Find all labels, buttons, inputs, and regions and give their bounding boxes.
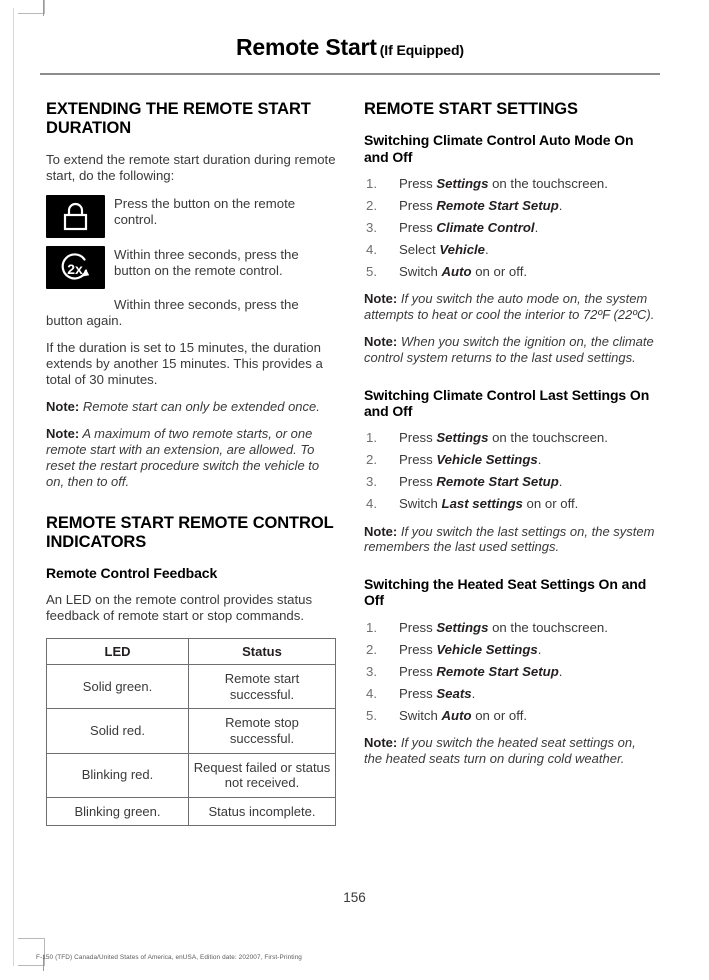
steps-climate-last-settings xyxy=(364,430,657,512)
note-label: Note: xyxy=(46,399,80,415)
step-post: . xyxy=(537,452,542,468)
table-cell-status: Remote stop successful. xyxy=(189,709,336,753)
table-row xyxy=(47,665,336,709)
list-item xyxy=(364,708,657,724)
step-pre: Switch xyxy=(399,708,442,724)
note-label: Note: xyxy=(364,735,398,751)
step-post: on or off. xyxy=(471,264,528,280)
note-text: If you switch the auto mode on, the system attempts to heat or cool the interior to 72ºF (22ºC). xyxy=(364,291,655,323)
step-emphasis: Vehicle Settings xyxy=(436,641,538,657)
step-post: on the touchscreen. xyxy=(488,175,608,191)
page-header xyxy=(40,34,660,61)
table-cell-led: Solid red. xyxy=(47,709,189,753)
led-feedback-paragraph: An LED on the remote control provides status feedback of remote start or stop commands. xyxy=(46,592,313,624)
step-pre: Press xyxy=(399,452,437,468)
step-post: . xyxy=(558,197,563,213)
step-emphasis: Seats xyxy=(436,685,472,701)
subheading-remote-control-feedback: Remote Control Feedback xyxy=(46,565,218,582)
step-pre: Press xyxy=(399,663,437,679)
svg-text:2x: 2x xyxy=(67,260,83,277)
step-emphasis: Remote Start Setup xyxy=(436,474,559,490)
table-cell-led: Blinking green. xyxy=(47,797,189,826)
lock-icon xyxy=(46,195,105,238)
table-cell-led: Solid green. xyxy=(47,665,189,709)
list-item xyxy=(364,686,657,702)
note-text: A maximum of two remote starts, or one remote start with an extension, are allowed. To reset the restart procedure switch the vehicle to on, then to off. xyxy=(46,426,320,489)
table-header-status: Status xyxy=(189,638,336,665)
led-status-table xyxy=(46,638,336,827)
steps-climate-auto-mode xyxy=(364,176,657,280)
page-number: 156 xyxy=(343,890,366,905)
step-pre: Press xyxy=(399,219,437,235)
header-divider xyxy=(40,73,660,75)
step-emphasis: Settings xyxy=(436,619,489,635)
step-emphasis: Auto xyxy=(441,708,472,724)
note-maximum-starts xyxy=(46,426,336,489)
icon-step-two-times xyxy=(46,246,336,290)
icon-step-lock xyxy=(46,195,336,239)
step-pre: Press xyxy=(399,685,437,701)
duration-paragraph: If the duration is set to 15 minutes, the duration extends by another 15 minutes. This provides a total of 30 minutes. xyxy=(46,339,323,388)
step-post: . xyxy=(471,685,476,701)
table-cell-status: Remote start successful. xyxy=(189,665,336,709)
step-emphasis: Vehicle xyxy=(439,242,486,258)
section-heading-remote-start-settings: REMOTE START SETTINGS xyxy=(364,100,578,118)
table-cell-status: Request failed or status not received. xyxy=(189,753,336,797)
step-emphasis: Auto xyxy=(441,264,472,280)
footer-metadata: F-150 (TFD) Canada/United States of America, enUSA, Edition date: 202007, First-Printing xyxy=(36,954,302,961)
step-emphasis: Last settings xyxy=(441,496,523,512)
step-pre: Press xyxy=(399,474,437,490)
table-header-led: LED xyxy=(47,638,189,665)
section-heading-control-indicators: REMOTE START REMOTE CONTROL INDICATORS xyxy=(46,513,334,551)
page-title: Remote Start xyxy=(236,34,377,60)
step-emphasis: Settings xyxy=(436,430,489,446)
note-extended-once xyxy=(46,399,336,415)
note-label: Note: xyxy=(46,426,80,442)
table-cell-status: Status incomplete. xyxy=(189,797,336,826)
step-post: on the touchscreen. xyxy=(488,430,608,446)
note-heated-seats-cold-weather xyxy=(364,735,657,767)
note-ignition-last-settings xyxy=(364,334,657,366)
list-item xyxy=(364,220,657,236)
step-emphasis: Remote Start Setup xyxy=(436,663,559,679)
step-post: . xyxy=(558,663,563,679)
steps-heated-seat-settings xyxy=(364,620,657,724)
intro-paragraph: To extend the remote start duration during remote start, do the following: xyxy=(46,151,336,183)
list-item xyxy=(364,642,657,658)
step-post: . xyxy=(485,242,489,258)
step-pre: Switch xyxy=(399,264,442,280)
subheading-heated-seat-settings: Switching the Heated Seat Settings On and Off xyxy=(364,576,647,609)
step-post: . xyxy=(537,641,542,657)
left-column xyxy=(46,100,336,826)
page-crop-line xyxy=(13,8,14,966)
list-item xyxy=(364,242,657,258)
crop-mark-bottom-left xyxy=(18,938,45,966)
step-pre: Select xyxy=(399,242,440,258)
table-row xyxy=(47,709,336,753)
crop-tick-top xyxy=(43,0,44,16)
note-label: Note: xyxy=(364,333,398,349)
list-item xyxy=(364,452,657,468)
list-item xyxy=(364,496,657,512)
step-pre: Press xyxy=(399,430,437,446)
list-item xyxy=(364,620,657,636)
step-post: . xyxy=(558,474,563,490)
page-title-qualifier: (If Equipped) xyxy=(379,42,464,58)
table-row xyxy=(47,753,336,797)
section-heading-extending-duration: EXTENDING THE REMOTE START DURATION xyxy=(46,100,311,138)
list-item xyxy=(364,264,657,280)
step-emphasis: Remote Start Setup xyxy=(436,197,559,213)
step-pre: Press xyxy=(399,197,437,213)
note-auto-mode-temperature xyxy=(364,291,657,323)
table-cell-led: Blinking red. xyxy=(47,753,189,797)
note-text: When you switch the ignition on, the climate control system returns to the last used settings. xyxy=(364,333,654,365)
note-label: Note: xyxy=(364,291,398,307)
subheading-climate-last-settings: Switching Climate Control Last Settings On and Off xyxy=(364,386,650,419)
icon-step-trailing-text: Within three seconds, press the button again. xyxy=(46,296,299,328)
icon-step-lock-text: Press the button on the remote control. xyxy=(114,195,296,227)
note-text: If you switch the heated seat settings on, the heated seats turn on during cold weather. xyxy=(364,735,636,767)
note-last-settings-remembered xyxy=(364,524,657,556)
icon-step-two-times-text: Within three seconds, press the button on the remote control. xyxy=(114,246,299,278)
step-emphasis: Climate Control xyxy=(436,219,535,235)
step-post: on or off. xyxy=(471,708,528,724)
step-pre: Switch xyxy=(399,496,442,512)
step-pre: Press xyxy=(399,619,437,635)
note-text: If you switch the last settings on, the system remembers the last used settings. xyxy=(364,523,655,555)
step-emphasis: Settings xyxy=(436,175,489,191)
subheading-climate-auto-mode: Switching Climate Control Auto Mode On and Off xyxy=(364,132,634,165)
step-post: on the touchscreen. xyxy=(488,619,608,635)
step-post: . xyxy=(534,219,539,235)
table-header-row xyxy=(47,638,336,665)
list-item xyxy=(364,430,657,446)
note-label: Note: xyxy=(364,523,398,539)
step-post: on or off. xyxy=(522,496,579,512)
list-item xyxy=(364,664,657,680)
step-pre: Press xyxy=(399,175,437,191)
note-text: Remote start can only be extended once. xyxy=(82,399,320,415)
step-pre: Press xyxy=(399,641,437,657)
step-emphasis: Vehicle Settings xyxy=(436,452,538,468)
list-item xyxy=(364,176,657,192)
list-item xyxy=(364,198,657,214)
right-column xyxy=(364,100,657,778)
table-row xyxy=(47,797,336,826)
crop-mark-top-left xyxy=(18,0,45,14)
two-times-icon xyxy=(46,246,105,289)
list-item xyxy=(364,474,657,490)
